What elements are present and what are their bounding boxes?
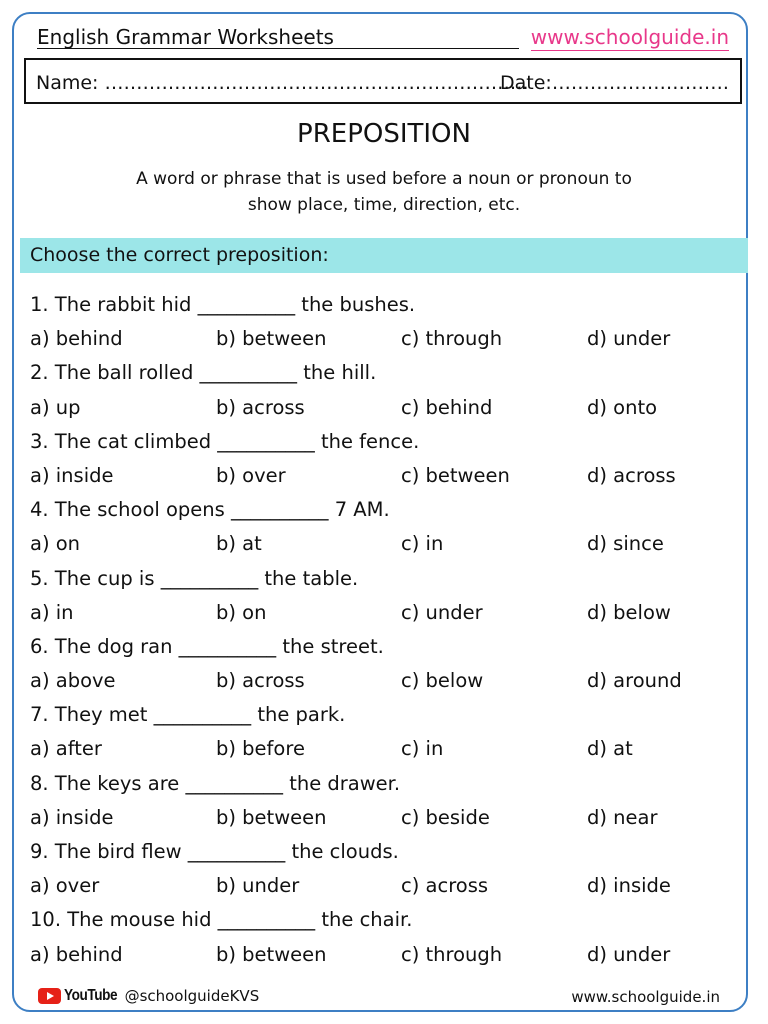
option-b[interactable]: b) before	[216, 737, 305, 761]
date-field[interactable]: Date:……………………….	[500, 72, 729, 94]
youtube-handle: @schoolguideKVS	[124, 987, 260, 1005]
option-d[interactable]: d) across	[587, 463, 676, 487]
option-a[interactable]: a) in	[30, 600, 74, 624]
name-date-box	[24, 58, 742, 104]
option-d[interactable]: d) around	[587, 669, 682, 693]
youtube-logo-text: YouTube	[64, 987, 118, 1004]
option-c[interactable]: c) in	[401, 737, 444, 761]
options-4	[30, 527, 730, 561]
question-8: 8. The keys are __________ the drawer.	[30, 771, 401, 795]
option-b[interactable]: b) across	[216, 395, 305, 419]
option-d[interactable]: d) below	[587, 600, 671, 624]
question-4: 4. The school opens __________ 7 AM.	[30, 498, 390, 522]
option-c[interactable]: c) in	[401, 532, 444, 556]
instruction-bar	[20, 238, 748, 273]
question-9: 9. The bird flew __________ the clouds.	[30, 840, 399, 863]
option-c[interactable]: c) across	[401, 874, 489, 898]
option-a[interactable]: a) over	[30, 874, 100, 898]
option-a[interactable]: a) on	[30, 532, 81, 556]
header-url-link[interactable]: www.schoolguide.in	[530, 25, 729, 49]
question-6: 6. The dog ran __________ the street.	[30, 634, 384, 658]
option-d[interactable]: d) since	[587, 532, 664, 556]
option-b[interactable]: b) between	[216, 942, 327, 966]
question-5: 5. The cup is __________ the table.	[30, 566, 359, 590]
option-a[interactable]: a) up	[30, 395, 81, 419]
footer-url-link[interactable]: www.schoolguide.in	[571, 988, 720, 1006]
option-b[interactable]: b) at	[216, 532, 262, 556]
option-c[interactable]: c) between	[401, 463, 510, 487]
option-c[interactable]: c) under	[401, 600, 483, 624]
instruction-text: Choose the correct preposition:	[30, 244, 329, 266]
option-a[interactable]: a) behind	[30, 942, 123, 966]
option-b[interactable]: b) between	[216, 327, 327, 351]
option-a[interactable]: a) after	[30, 737, 102, 761]
options-7	[30, 732, 730, 766]
worksheet-header	[37, 24, 729, 50]
option-d[interactable]: d) at	[587, 737, 633, 761]
option-d[interactable]: d) onto	[587, 395, 658, 419]
option-a[interactable]: a) inside	[30, 805, 114, 829]
option-c[interactable]: c) below	[401, 669, 484, 693]
question-2: 2. The ball rolled __________ the hill.	[30, 361, 377, 385]
youtube-link[interactable]	[38, 985, 259, 1007]
header-title: English Grammar Worksheets	[37, 25, 334, 49]
option-a[interactable]: a) above	[30, 669, 116, 693]
option-c[interactable]: c) beside	[401, 805, 490, 829]
option-d[interactable]: d) near	[587, 805, 658, 829]
option-d[interactable]: d) inside	[587, 874, 671, 898]
options-5	[30, 596, 730, 630]
option-b[interactable]: b) on	[216, 600, 267, 624]
option-d[interactable]: d) under	[587, 942, 671, 966]
page-title: PREPOSITION	[297, 119, 471, 149]
options-10	[30, 938, 730, 972]
option-a[interactable]: a) behind	[30, 327, 123, 351]
youtube-play-icon	[38, 988, 61, 1004]
question-3: 3. The cat climbed __________ the fence.	[30, 429, 420, 453]
option-d[interactable]: d) under	[587, 327, 671, 351]
question-1: 1. The rabbit hid __________ the bushes.	[30, 293, 416, 316]
definition-text: A word or phrase that is used before a noun or pronoun to show place, time, direction, etc.	[136, 169, 632, 215]
option-c[interactable]: c) behind	[401, 395, 493, 419]
question-7: 7. They met __________ the park.	[30, 703, 346, 727]
options-1	[30, 322, 730, 356]
option-b[interactable]: b) between	[216, 805, 327, 829]
option-b[interactable]: b) over	[216, 463, 286, 487]
option-c[interactable]: c) through	[401, 327, 503, 351]
option-b[interactable]: b) across	[216, 669, 305, 693]
option-c[interactable]: c) through	[401, 942, 503, 966]
options-6	[30, 664, 730, 698]
question-list	[30, 288, 730, 972]
header-underline	[37, 48, 519, 49]
options-9	[30, 869, 730, 903]
name-field[interactable]: Name: ………………………………………………………….	[36, 72, 529, 94]
option-b[interactable]: b) under	[216, 874, 300, 898]
options-2	[30, 391, 730, 425]
question-10: 10. The mouse hid __________ the chair.	[30, 908, 413, 932]
options-3	[30, 459, 730, 493]
options-8	[30, 801, 730, 835]
option-a[interactable]: a) inside	[30, 463, 114, 487]
